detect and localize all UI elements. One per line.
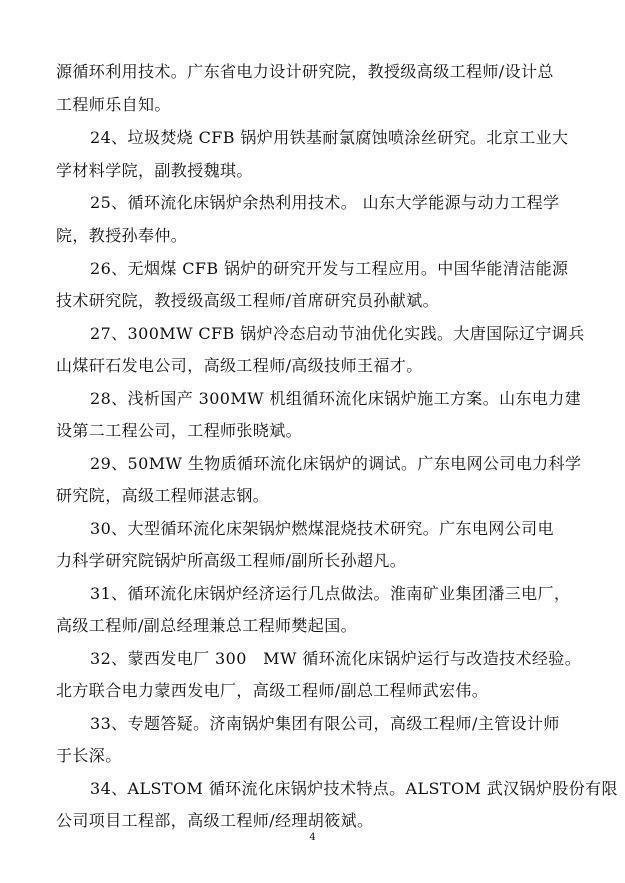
list-item-31: 31、循环流化床锅炉经济运行几点做法。淮南矿业集团潘三电厂， [90, 584, 571, 603]
text-line: 高级工程师/副总经理兼总工程师樊起国。 [56, 616, 357, 635]
text-line: 学材料学院，副教授魏琪。 [56, 161, 253, 180]
list-item-29: 29、50MW 生物质循环流化床锅炉的调试。广东电网公司电力科学 [90, 454, 582, 473]
list-item-27: 27、300MW CFB 锅炉冷态启动节油优化实践。大唐国际辽宁调兵 [90, 324, 585, 343]
text-line: 研究院，高级工程师湛志钢。 [56, 486, 270, 505]
text-line: 技术研究院，教授级高级工程师/首席研究员孙献斌。 [56, 291, 439, 310]
list-item-34: 34、ALSTOM 循环流化床锅炉技术特点。ALSTOM 武汉锅炉股份有限 [90, 779, 618, 798]
text-line: 山煤矸石发电公司，高级工程师/高级技师王福才。 [56, 356, 423, 375]
text-line: 设第二工程公司，工程师张晓斌。 [56, 421, 303, 440]
text-line: 于长深。 [56, 746, 122, 765]
list-item-28: 28、浅析国产 300MW 机组循环流化床锅炉施工方案。山东电力建 [90, 389, 582, 408]
list-item-33: 33、专题答疑。济南锅炉集团有限公司，高级工程师/主管设计师 [90, 714, 560, 733]
text-line: 公司项目工程部，高级工程师/经理胡筱斌。 [56, 811, 374, 830]
text-line: 院，教授孙奉仲。 [56, 226, 188, 245]
text-line: 源循环利用技术。广东省电力设计研究院，教授级高级工程师/设计总 [56, 62, 554, 81]
page-number: 4 [309, 832, 316, 843]
list-item-30: 30、大型循环流化床架锅炉燃煤混烧技术研究。广东电网公司电 [90, 519, 554, 538]
list-item-26: 26、无烟煤 CFB 锅炉的研究开发与工程应用。中国华能清洁能源 [90, 259, 569, 278]
text-line: 力科学研究院锅炉所高级工程师/副所长孙超凡。 [56, 551, 407, 570]
text-line: 工程师乐自知。 [56, 95, 171, 114]
list-item-32: 32、蒙西发电厂 300 MW 循环流化床锅炉运行与改造技术经验。 [90, 649, 582, 668]
text-line: 北方联合电力蒙西发电厂，高级工程师/副总工程师武宏伟。 [56, 681, 489, 700]
list-item-24: 24、垃圾焚烧 CFB 锅炉用铁基耐氯腐蚀喷涂丝研究。北京工业大 [90, 128, 569, 147]
list-item-25: 25、循环流化床锅炉余热利用技术。 山东大学能源与动力工程学 [90, 193, 560, 212]
